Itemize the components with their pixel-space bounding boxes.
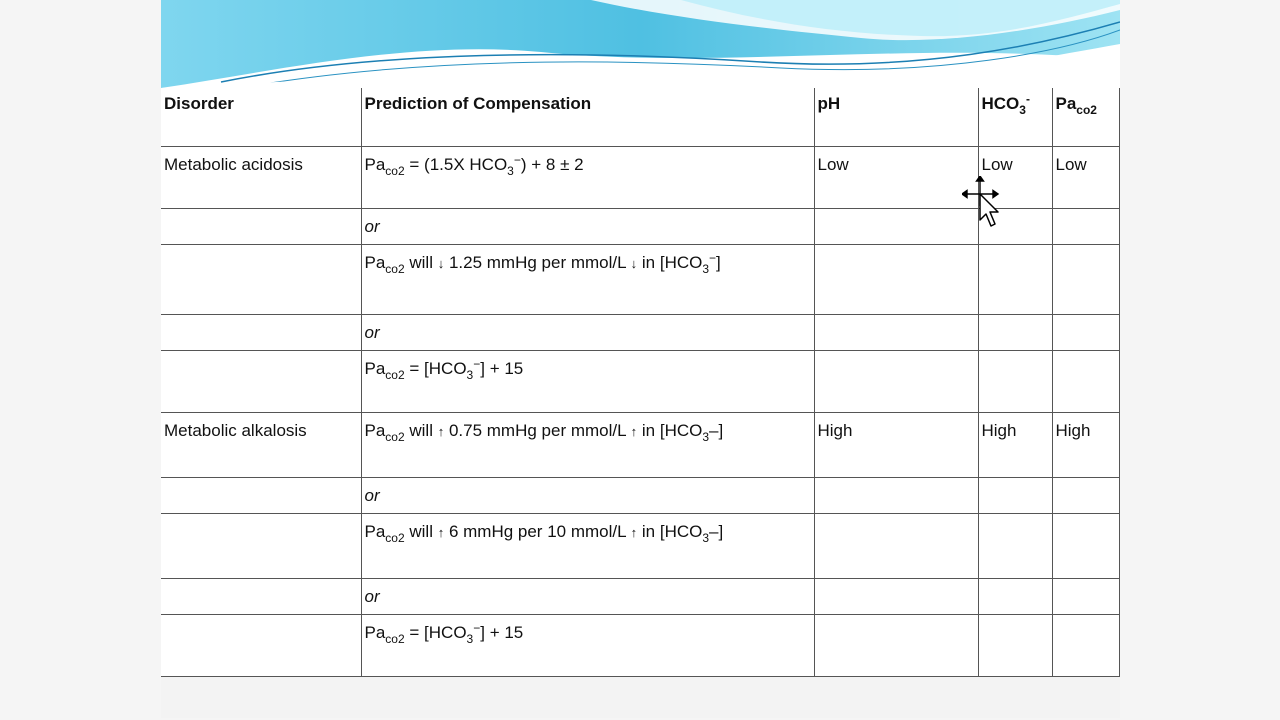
hco-text: HCO xyxy=(428,358,467,378)
or-cell: or xyxy=(361,208,814,244)
hco-text: HCO xyxy=(664,420,703,440)
ph-cell xyxy=(814,477,978,513)
paco2-cell: High xyxy=(1052,412,1119,477)
table-row xyxy=(161,513,1119,578)
ph-cell xyxy=(814,244,978,314)
ph-cell xyxy=(814,578,978,614)
equation-part: will xyxy=(404,521,438,541)
disorder-cell xyxy=(161,614,361,676)
table-row xyxy=(161,614,1119,676)
disorder-cell xyxy=(161,578,361,614)
equation-part: = (1.5X xyxy=(404,154,470,174)
header-disorder: Disorder xyxy=(161,88,361,146)
equation-part: will xyxy=(404,252,438,272)
pa-text: Pa xyxy=(364,622,386,642)
equation-part: 0.75 mmHg per mmol/L xyxy=(444,420,631,440)
three-sub: 3 xyxy=(466,631,474,646)
equation-part: 1.25 mmHg per mmol/L xyxy=(444,252,631,272)
down-arrow-icon: ↓ xyxy=(437,255,445,271)
paco2-cell xyxy=(1052,350,1119,412)
equation-part: ) + 8 ± 2 xyxy=(520,154,584,174)
pa-text: Pa xyxy=(364,154,386,174)
co2-sub: co2 xyxy=(385,367,405,382)
pa-text: Pa xyxy=(364,358,386,378)
or-cell: or xyxy=(361,578,814,614)
equation-part: = [ xyxy=(404,622,429,642)
or-cell: or xyxy=(361,477,814,513)
table-row xyxy=(161,477,1119,513)
co2-sub: co2 xyxy=(385,530,405,545)
header-hco3 xyxy=(978,88,1052,146)
paco2-cell: Low xyxy=(1052,146,1119,208)
ph-cell xyxy=(814,208,978,244)
hco3-cell xyxy=(978,614,1052,676)
prediction-cell xyxy=(361,412,814,477)
equation-part: 6 mmHg per 10 mmol/L xyxy=(444,521,631,541)
co2-sub: co2 xyxy=(385,429,405,444)
ph-cell xyxy=(814,350,978,412)
prediction-cell xyxy=(361,350,814,412)
header-paco2-sub: co2 xyxy=(1076,103,1097,117)
equation-part: in [ xyxy=(637,252,665,272)
header-prediction: Prediction of Compensation xyxy=(361,88,814,146)
minus-sup: − xyxy=(513,152,521,167)
disorder-cell xyxy=(161,513,361,578)
header-paco2-main: Pa xyxy=(1055,94,1077,113)
table-header-row xyxy=(161,88,1119,146)
paco2-cell xyxy=(1052,208,1119,244)
hco3-cell: Low xyxy=(978,146,1052,208)
pa-text: Pa xyxy=(364,252,386,272)
table-row xyxy=(161,314,1119,350)
hco3-cell xyxy=(978,314,1052,350)
disorder-cell xyxy=(161,314,361,350)
or-cell: or xyxy=(361,314,814,350)
three-sub: 3 xyxy=(702,530,710,545)
co2-sub: co2 xyxy=(385,631,405,646)
minus-sup: − xyxy=(709,250,717,265)
pa-text: Pa xyxy=(364,420,386,440)
up-arrow-icon: ↑ xyxy=(437,423,445,439)
equation-part: ] + 15 xyxy=(480,622,524,642)
three-sub: 3 xyxy=(466,367,474,382)
equation-part: in [ xyxy=(637,521,665,541)
three-sub: 3 xyxy=(507,163,514,178)
prediction-cell xyxy=(361,614,814,676)
hco3-cell xyxy=(978,578,1052,614)
minus-sup: − xyxy=(473,356,481,371)
up-arrow-icon: ↑ xyxy=(630,423,638,439)
disorder-cell xyxy=(161,350,361,412)
hco3-cell: High xyxy=(978,412,1052,477)
up-arrow-icon: ↑ xyxy=(630,524,638,540)
disorder-cell: Metabolic acidosis xyxy=(161,146,361,208)
ph-cell: High xyxy=(814,412,978,477)
minus-sup: − xyxy=(473,620,481,635)
table-row xyxy=(161,578,1119,614)
three-sub: 3 xyxy=(702,429,710,444)
down-arrow-icon: ↓ xyxy=(630,255,638,271)
table-row xyxy=(161,146,1119,208)
table-row xyxy=(161,350,1119,412)
hco-text: HCO xyxy=(428,622,467,642)
paco2-cell xyxy=(1052,244,1119,314)
ph-cell xyxy=(814,513,978,578)
header-paco2 xyxy=(1052,88,1119,146)
disorder-cell xyxy=(161,477,361,513)
table-row xyxy=(161,412,1119,477)
disorder-cell xyxy=(161,244,361,314)
ph-cell: Low xyxy=(814,146,978,208)
equation-part: = [ xyxy=(404,358,429,378)
ph-cell xyxy=(814,614,978,676)
disorder-cell: Metabolic alkalosis xyxy=(161,412,361,477)
compensation-table xyxy=(161,88,1120,677)
hco-text: HCO xyxy=(469,154,508,174)
table-row xyxy=(161,208,1119,244)
compensation-table-container xyxy=(161,88,1119,677)
paco2-cell xyxy=(1052,578,1119,614)
ph-cell xyxy=(814,314,978,350)
hco3-cell xyxy=(978,244,1052,314)
slide-bottom-margin xyxy=(161,677,1120,718)
header-hco3-sup: - xyxy=(1025,92,1030,106)
equation-part: ] + 15 xyxy=(480,358,524,378)
prediction-cell xyxy=(361,513,814,578)
header-ph: pH xyxy=(814,88,978,146)
three-sub: 3 xyxy=(702,261,710,276)
hco3-cell xyxy=(978,208,1052,244)
wave-graphic xyxy=(161,0,1120,90)
slide xyxy=(161,0,1120,718)
table-row xyxy=(161,244,1119,314)
co2-sub: co2 xyxy=(385,163,405,178)
hco-text: HCO xyxy=(664,521,703,541)
equation-part: in [ xyxy=(637,420,665,440)
wave-banner xyxy=(161,0,1120,90)
co2-sub: co2 xyxy=(385,261,405,276)
header-hco3-main: HCO xyxy=(981,94,1020,113)
up-arrow-icon: ↑ xyxy=(437,524,445,540)
paco2-cell xyxy=(1052,314,1119,350)
hco3-cell xyxy=(978,350,1052,412)
header-hco3-sub: 3 xyxy=(1019,103,1026,117)
hco-text: HCO xyxy=(664,252,703,272)
hco3-cell xyxy=(978,513,1052,578)
disorder-cell xyxy=(161,208,361,244)
hco3-cell xyxy=(978,477,1052,513)
pa-text: Pa xyxy=(364,521,386,541)
prediction-cell xyxy=(361,244,814,314)
prediction-cell xyxy=(361,146,814,208)
paco2-cell xyxy=(1052,614,1119,676)
equation-part: –] xyxy=(709,521,724,541)
equation-part: –] xyxy=(709,420,724,440)
equation-part: will xyxy=(404,420,438,440)
equation-part: ] xyxy=(716,252,721,272)
paco2-cell xyxy=(1052,477,1119,513)
paco2-cell xyxy=(1052,513,1119,578)
